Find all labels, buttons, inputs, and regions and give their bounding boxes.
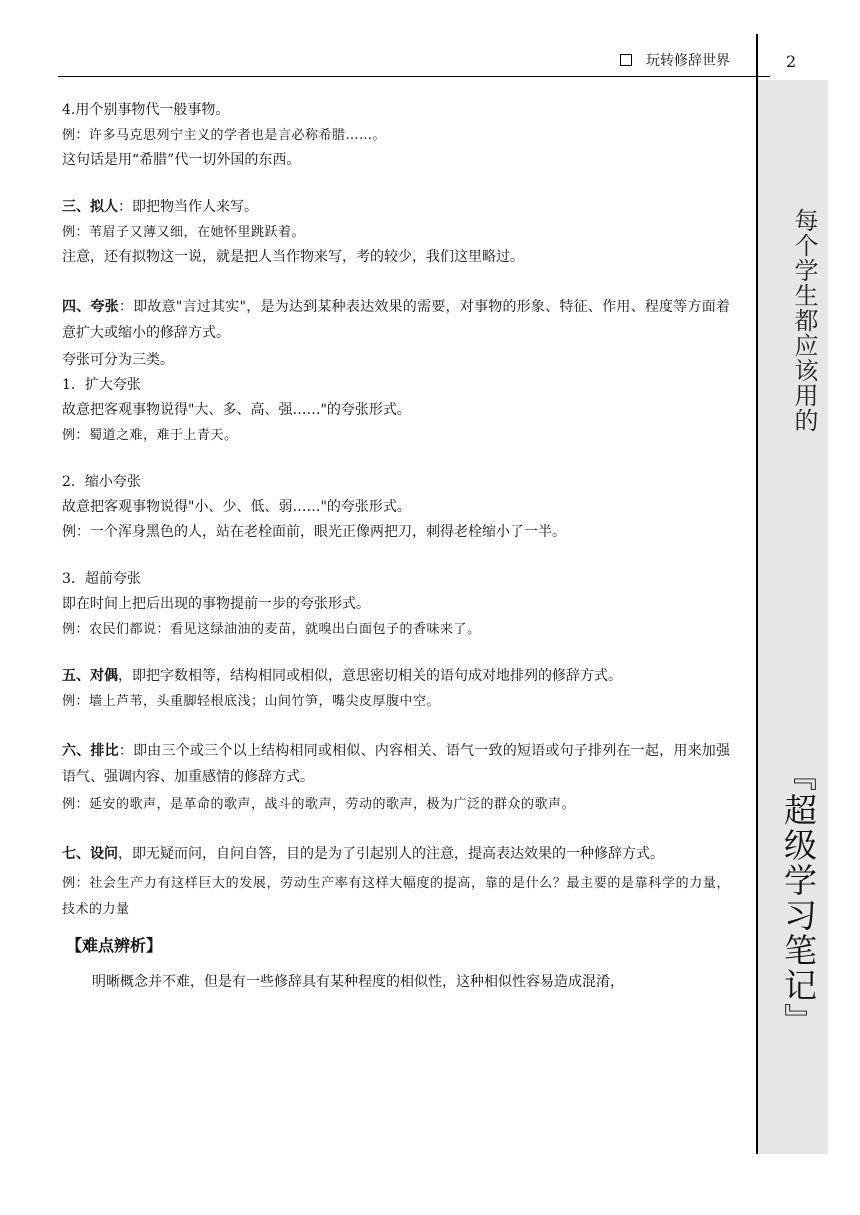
antithesis-definition xyxy=(62,666,730,687)
section-heading: 六、排比 xyxy=(62,743,119,759)
hyperbole-type-3-title: 3．超前夸张 xyxy=(62,571,141,587)
parallelism-definition xyxy=(62,738,730,790)
hyperbole-type-2-desc: 故意把客观事物说得"小、少、低、弱……"的夸张形式。 xyxy=(62,499,411,515)
page-body xyxy=(62,100,730,997)
section-text: ，即无疑而问，自问自答，目的是为了引起别人的注意，提高表达效果的一种修辞方式。 xyxy=(118,846,664,862)
section-heading: 四、夸张 xyxy=(62,299,119,315)
hyperbole-type-1-title: 1．扩大夸张 xyxy=(62,377,141,393)
metonymy-point-4: 4.用个别事物代一般事物。 xyxy=(62,102,230,118)
personification-note: 注意，还有拟物这一说，就是把人当作物来写，考的较少，我们这里略过。 xyxy=(62,249,524,265)
parallelism-example: 例：延安的歌声，是革命的歌声，战斗的歌声，劳动的歌声，极为广泛的群众的歌声。 xyxy=(62,797,576,812)
hyperbole-type-3-example: 例：农民们都说：看见这绿油油的麦苗，就嗅出白面包子的香味来了。 xyxy=(62,622,481,637)
hyperbole-type-3-desc: 即在时间上把后出现的事物提前一步的夸张形式。 xyxy=(62,596,370,612)
rhetorical-question-definition xyxy=(62,841,730,867)
side-banner-top-text: 每个学生都应该用的 xyxy=(790,208,818,433)
metonymy-note: 这句话是用“希腊”代一切外国的东西。 xyxy=(62,152,301,168)
personification-example: 例：苇眉子又薄又细，在她怀里跳跃着。 xyxy=(62,225,306,240)
section-text: ，即把字数相等，结构相同或相似，意思密切相关的语句成对地排列的修辞方式。 xyxy=(118,668,622,684)
hyperbole-definition xyxy=(62,294,730,346)
hyperbole-categories: 夸张可分为三类。 xyxy=(62,352,174,368)
checkbox-square-icon xyxy=(620,54,632,66)
hyperbole-type-1-example: 例：蜀道之难，难于上青天。 xyxy=(62,428,238,443)
section-text: ：即把物当作人来写。 xyxy=(118,199,258,215)
section-heading: 五、对偶 xyxy=(62,668,118,684)
hyperbole-type-1-desc: 故意把客观事物说得"大、多、高、强……"的夸张形式。 xyxy=(62,402,411,418)
difficulty-heading: 【难点辨析】 xyxy=(66,936,163,955)
section-heading: 七、设问 xyxy=(62,846,118,862)
antithesis-example: 例：墙上芦苇，头重脚轻根底浅；山间竹笋，嘴尖皮厚腹中空。 xyxy=(62,694,441,709)
running-header xyxy=(620,50,730,70)
section-text: ：即故意"言过其实"，是为达到某种表达效果的需要，对事物的形象、特征、作用、程度等方面着意扩大或缩小的修辞方式。 xyxy=(62,299,730,341)
metonymy-example: 例：许多马克思列宁主义的学者也是言必称希腊……。 xyxy=(62,128,387,143)
hyperbole-type-2-example: 例：一个浑身黑色的人，站在老栓面前，眼光正像两把刀，刺得老栓缩小了一半。 xyxy=(62,524,566,540)
personification-definition xyxy=(62,197,730,218)
side-banner-title: 『超级学习笔记』 xyxy=(779,758,818,1038)
hyperbole-type-2-title: 2．缩小夸张 xyxy=(62,474,141,490)
section-heading: 三、拟人 xyxy=(62,199,118,215)
difficulty-text: 明晰概念并不难，但是有一些修辞具有某种程度的相似性，这种相似性容易造成混淆， xyxy=(92,974,624,990)
page-number: 2 xyxy=(786,52,797,71)
header-title: 玩转修辞世界 xyxy=(646,53,730,69)
rhetorical-question-example: 例：社会生产力有这样巨大的发展，劳动生产率有这样大幅度的提高，靠的是什么？最主要的是靠科学的力量，技术的力量 xyxy=(62,876,730,917)
section-text: ：即由三个或三个以上结构相同或相似、内容相关、语气一致的短语或句子排列在一起，用来加强语气、强调内容、加重感情的修辞方式。 xyxy=(62,743,731,785)
header-rule xyxy=(58,76,770,77)
